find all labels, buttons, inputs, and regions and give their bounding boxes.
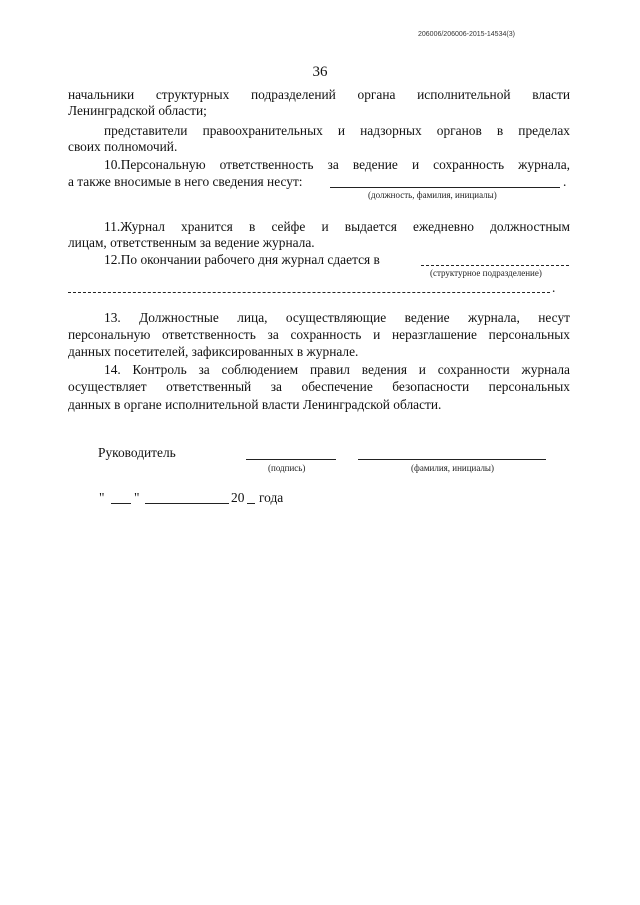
fill-in-line — [68, 292, 550, 293]
text-line: представители правоохранительных и надзорных органов в пределах — [104, 123, 570, 138]
fill-in-line — [330, 187, 560, 188]
field-caption: (должность, фамилия, инициалы) — [368, 190, 497, 200]
text-line: своих полномочий. — [68, 139, 178, 154]
date-day-line — [111, 503, 131, 504]
text-line: 14. Контроль за соблюдением правил ведения и сохранности журнала — [104, 362, 570, 377]
date-suffix: года — [259, 490, 284, 505]
date-year-prefix: 20 — [231, 490, 245, 505]
text-line: лицам, ответственным за ведение журнала. — [68, 235, 315, 250]
field-caption: (структурное подразделение) — [430, 268, 542, 278]
document-ref-number: 206006/206006-2015-14534(3) — [418, 31, 515, 38]
signature-caption: (подпись) — [268, 463, 306, 473]
fill-in-line — [421, 265, 569, 266]
page-number: 36 — [312, 64, 328, 80]
date-quote-close: " — [134, 490, 140, 505]
text-line: Ленинградской области; — [68, 103, 207, 118]
name-line — [358, 459, 546, 460]
text-line: 11.Журнал хранится в сейфе и выдается ежедневно должностным — [104, 219, 570, 234]
text-line: . — [552, 280, 556, 295]
text-line: осуществляет ответственный за обеспечение безопасности персональных — [68, 379, 570, 394]
text-line: . — [563, 174, 567, 189]
text-line: данных посетителей, зафиксированных в журнале. — [68, 344, 359, 359]
text-line: данных в органе исполнительной власти Ленинградской области. — [68, 397, 442, 412]
date-month-line — [145, 503, 229, 504]
date-year-line — [247, 503, 255, 504]
text-line: а также вносимые в него сведения несут: — [68, 174, 303, 189]
text-line: 13. Должностные лица, осуществляющие ведение журнала, несут — [104, 310, 570, 325]
text-line: 10.Персональную ответственность за ведение и сохранность журнала, — [104, 157, 570, 172]
signature-role-label: Руководитель — [98, 445, 176, 460]
signature-line — [246, 459, 336, 460]
date-quote-open: " — [99, 490, 105, 505]
text-line: персональную ответственность за сохранность и неразглашение персональных — [68, 327, 570, 342]
name-caption: (фамилия, инициалы) — [411, 463, 494, 473]
text-line: начальники структурных подразделений органа исполнительной власти — [68, 87, 570, 102]
text-line: 12.По окончании рабочего дня журнал сдается в — [104, 252, 380, 267]
